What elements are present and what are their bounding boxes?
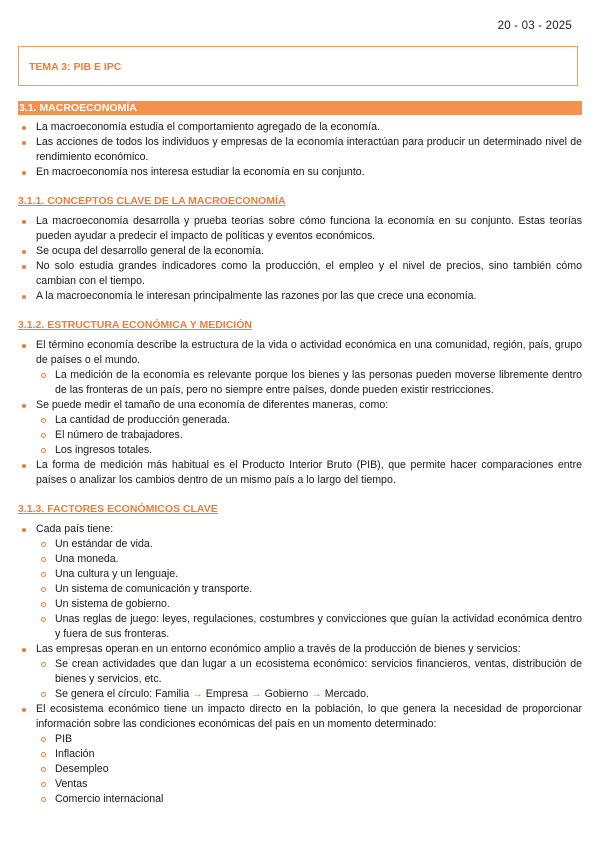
list-item bbox=[18, 398, 582, 458]
sub-list-item: Comercio internacional bbox=[36, 792, 582, 807]
list-item-text: El ecosistema económico tiene un impacto directo en la población, lo que genera la necesidad de proporcionar información sobre las condiciones económicas del país en un momento determinado: bbox=[36, 703, 582, 730]
list-item bbox=[18, 522, 582, 642]
list-item: La forma de medición más habitual es el Producto Interior Bruto (PIB), que permite hacer comparaciones entre países o analizar los cambios dentro de un mismo país a lo largo del tiempo. bbox=[18, 458, 582, 488]
sub-list-item: Un sistema de comunicación y transporte. bbox=[36, 582, 582, 597]
arrow-right-icon: → bbox=[251, 688, 262, 700]
topic-title: TEMA 3: PIB E IPC bbox=[29, 61, 122, 73]
sub-list bbox=[36, 537, 582, 642]
structure-list bbox=[18, 338, 582, 488]
circle-step: Empresa bbox=[205, 688, 249, 700]
list-item: La macroeconomía estudia el comportamiento agregado de la economía. bbox=[18, 120, 582, 135]
sub-list-item: Unas reglas de juego: leyes, regulaciones, costumbres y convicciones que guían la actividad económica dentro y fuera de sus fronteras. bbox=[36, 612, 582, 642]
list-item: En macroeconomía nos interesa estudiar la economía en su conjunto. bbox=[18, 165, 582, 180]
list-item-text: El término economía describe la estructura de la vida o actividad económica en una comunidad, región, país, grupo de países o el mundo. bbox=[36, 339, 582, 366]
circle-step: Familia bbox=[155, 688, 190, 700]
list-item: Se ocupa del desarrollo general de la economía. bbox=[18, 244, 582, 259]
document-date: 20 - 03 - 2025 bbox=[497, 20, 572, 32]
list-item bbox=[18, 642, 582, 702]
list-item bbox=[18, 338, 582, 398]
circle-prefix: Se genera el círculo: bbox=[55, 688, 153, 700]
economic-circle-item bbox=[36, 687, 582, 702]
sub-list-item: Una cultura y un lenguaje. bbox=[36, 567, 582, 582]
subsection-heading-structure: 3.1.2. ESTRUCTURA ECONÓMICA Y MEDICIÓN bbox=[18, 319, 252, 331]
list-item: No solo estudia grandes indicadores como la producción, el empleo y el nivel de precios, sino también cómo cambian con el tiempo. bbox=[18, 259, 582, 289]
sub-list-item: La medición de la economía es relevante porque los bienes y las personas pueden moverse libremente dentro de las fronteras de un país, pero no siempre entre países, donde pueden existir restricciones. bbox=[36, 368, 582, 398]
sub-list-item: Se crean actividades que dan lugar a un ecosistema económico: servicios financieros, ventas, distribución de bienes y servicios, etc. bbox=[36, 657, 582, 687]
list-item: A la macroeconomía le interesan principalmente las razones por las que crece una economía. bbox=[18, 289, 582, 304]
sub-list-item: PIB bbox=[36, 732, 582, 747]
sub-list bbox=[36, 413, 582, 458]
sub-list-item: Ventas bbox=[36, 777, 582, 792]
sub-list-item: El número de trabajadores. bbox=[36, 428, 582, 443]
sub-list-item: Un sistema de gobierno. bbox=[36, 597, 582, 612]
sub-list bbox=[36, 368, 582, 398]
list-item-text: Las empresas operan en un entorno económico amplio a través de la producción de bienes y servicios: bbox=[36, 643, 521, 655]
circle-step: Gobierno bbox=[264, 688, 309, 700]
subsection-heading-concepts: 3.1.1. CONCEPTOS CLAVE DE LA MACROECONOMÍA bbox=[18, 195, 286, 207]
list-item: La macroeconomía desarrolla y prueba teorías sobre cómo funciona la economía en su conjunto. Estas teorías pueden ayudar a predecir el impacto de políticas y eventos económicos. bbox=[18, 214, 582, 244]
arrow-right-icon: → bbox=[311, 688, 322, 700]
concepts-list bbox=[18, 214, 582, 304]
sub-list-item: Los ingresos totales. bbox=[36, 443, 582, 458]
topic-header-box bbox=[18, 46, 578, 86]
list-item-text: Se puede medir el tamaño de una economía de diferentes maneras, como: bbox=[36, 399, 389, 411]
document-body bbox=[18, 101, 582, 807]
sub-list-item: Una moneda. bbox=[36, 552, 582, 567]
sub-list bbox=[36, 657, 582, 702]
section-heading: 3.1. MACROECONOMÍA bbox=[18, 101, 582, 115]
subsection-heading-factors: 3.1.3. FACTORES ECONÓMICOS CLAVE bbox=[18, 503, 218, 515]
sub-list-item: Un estándar de vida. bbox=[36, 537, 582, 552]
sub-list bbox=[36, 732, 582, 807]
sub-list-item: Inflación bbox=[36, 747, 582, 762]
sub-list-item: Desempleo bbox=[36, 762, 582, 777]
list-item bbox=[18, 702, 582, 807]
circle-step: Mercado. bbox=[324, 688, 369, 700]
list-item: Las acciones de todos los individuos y empresas de la economía interactúan para producir un determinado nivel de rendimiento económico. bbox=[18, 135, 582, 165]
arrow-right-icon: → bbox=[192, 688, 203, 700]
list-item-text: Cada país tiene: bbox=[36, 523, 114, 535]
sub-list-item: La cantidad de producción generada. bbox=[36, 413, 582, 428]
intro-list bbox=[18, 120, 582, 180]
factors-list bbox=[18, 522, 582, 807]
